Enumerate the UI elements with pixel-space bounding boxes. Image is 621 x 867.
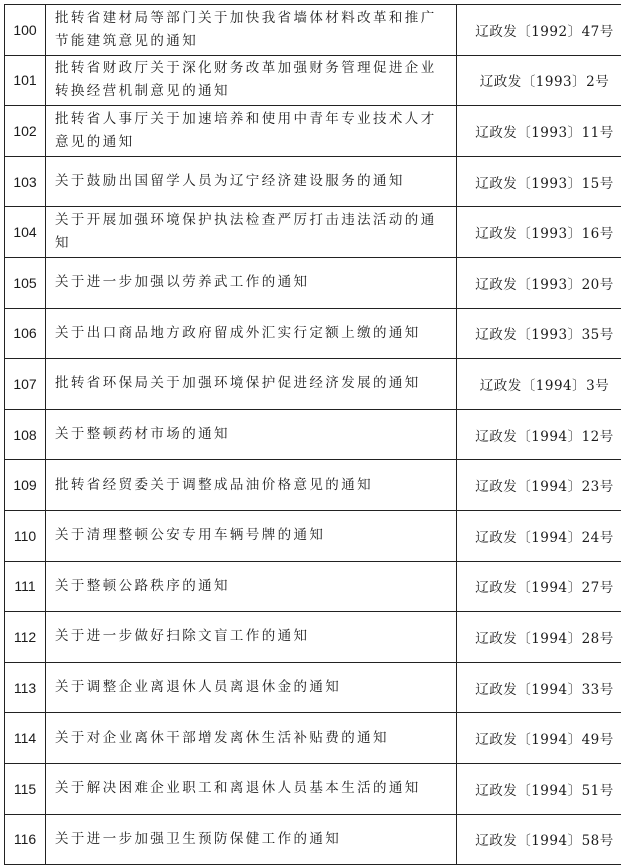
- row-number: 112: [5, 612, 46, 663]
- document-reference-number: 辽政发〔1994〕51号: [457, 763, 621, 814]
- table-row: [5, 814, 621, 865]
- document-title: 关于解决困难企业职工和离退休人员基本生活的通知: [46, 763, 457, 814]
- document-reference-number: 辽政发〔1994〕27号: [457, 561, 621, 612]
- table-row: [5, 156, 621, 207]
- table-body: [5, 5, 621, 865]
- document-reference-number: 辽政发〔1994〕24号: [457, 510, 621, 561]
- table-row: [5, 207, 621, 258]
- row-number: 108: [5, 409, 46, 460]
- document-reference-number: 辽政发〔1992〕47号: [457, 5, 621, 56]
- row-number: 106: [5, 308, 46, 359]
- row-number: 105: [5, 257, 46, 308]
- row-number: 113: [5, 662, 46, 713]
- table-row: [5, 763, 621, 814]
- document-title: 关于进一步加强以劳养武工作的通知: [46, 257, 457, 308]
- document-reference-number: 辽政发〔1993〕35号: [457, 308, 621, 359]
- table-row: [5, 460, 621, 511]
- document-title: 关于出口商品地方政府留成外汇实行定额上缴的通知: [46, 308, 457, 359]
- row-number: 115: [5, 763, 46, 814]
- document-title: 关于进一步加强卫生预防保健工作的通知: [46, 814, 457, 865]
- document-title: 批转省建材局等部门关于加快我省墙体材料改革和推广节能建筑意见的通知: [46, 5, 457, 56]
- document-reference-number: 辽政发〔1994〕28号: [457, 612, 621, 663]
- document-reference-number: 辽政发〔1994〕49号: [457, 713, 621, 764]
- table-row: [5, 662, 621, 713]
- table-row: [5, 612, 621, 663]
- document-reference-number: 辽政发〔1994〕3号: [457, 359, 621, 410]
- row-number: 110: [5, 510, 46, 561]
- table-row: [5, 308, 621, 359]
- document-title: 关于调整企业离退休人员离退休金的通知: [46, 662, 457, 713]
- table-row: [5, 55, 621, 106]
- table-row: [5, 561, 621, 612]
- row-number: 104: [5, 207, 46, 258]
- table-row: [5, 106, 621, 157]
- table-row: [5, 359, 621, 410]
- table-row: [5, 409, 621, 460]
- document-title: 关于进一步做好扫除文盲工作的通知: [46, 612, 457, 663]
- row-number: 102: [5, 106, 46, 157]
- table-row: [5, 5, 621, 56]
- document-title: 关于整顿公路秩序的通知: [46, 561, 457, 612]
- table-row: [5, 257, 621, 308]
- document-reference-number: 辽政发〔1993〕16号: [457, 207, 621, 258]
- document-title: 批转省环保局关于加强环境保护促进经济发展的通知: [46, 359, 457, 410]
- document-reference-number: 辽政发〔1994〕23号: [457, 460, 621, 511]
- row-number: 114: [5, 713, 46, 764]
- document-title: 批转省经贸委关于调整成品油价格意见的通知: [46, 460, 457, 511]
- document-title: 关于鼓励出国留学人员为辽宁经济建设服务的通知: [46, 156, 457, 207]
- document-title: 关于开展加强环境保护执法检查严厉打击违法活动的通知: [46, 207, 457, 258]
- row-number: 107: [5, 359, 46, 410]
- document-reference-number: 辽政发〔1993〕2号: [457, 55, 621, 106]
- table-row: [5, 713, 621, 764]
- document-title: 批转省人事厅关于加速培养和使用中青年专业技术人才意见的通知: [46, 106, 457, 157]
- row-number: 111: [5, 561, 46, 612]
- document-title: 批转省财政厅关于深化财务改革加强财务管理促进企业转换经营机制意见的通知: [46, 55, 457, 106]
- row-number: 109: [5, 460, 46, 511]
- document-reference-number: 辽政发〔1994〕58号: [457, 814, 621, 865]
- document-reference-number: 辽政发〔1994〕12号: [457, 409, 621, 460]
- document-title: 关于清理整顿公安专用车辆号牌的通知: [46, 510, 457, 561]
- row-number: 116: [5, 814, 46, 865]
- row-number: 100: [5, 5, 46, 56]
- document-reference-number: 辽政发〔1993〕11号: [457, 106, 621, 157]
- document-table: [4, 4, 621, 865]
- document-title: 关于对企业离休干部增发离休生活补贴费的通知: [46, 713, 457, 764]
- row-number: 101: [5, 55, 46, 106]
- row-number: 103: [5, 156, 46, 207]
- document-reference-number: 辽政发〔1993〕15号: [457, 156, 621, 207]
- document-reference-number: 辽政发〔1993〕20号: [457, 257, 621, 308]
- document-reference-number: 辽政发〔1994〕33号: [457, 662, 621, 713]
- document-title: 关于整顿药材市场的通知: [46, 409, 457, 460]
- table-row: [5, 510, 621, 561]
